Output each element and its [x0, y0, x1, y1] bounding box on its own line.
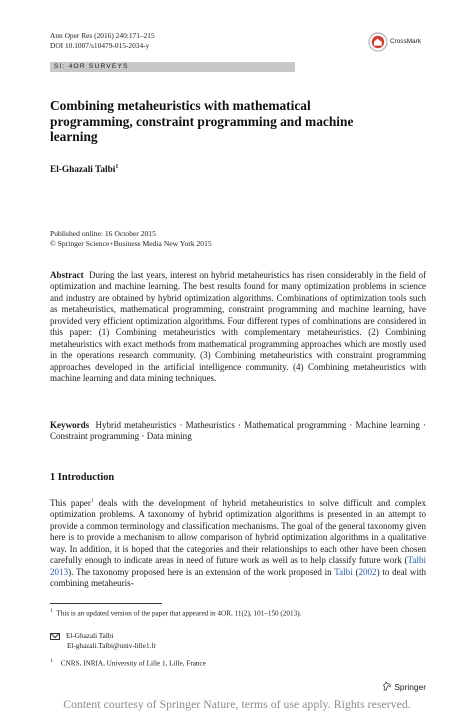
keywords: [50, 420, 426, 443]
intro-text: deals with the development of hybrid metaheuristics to solve difficult and complex optimization problems. A taxonomy of hybrid optimization algorithms is presented in an attempt to provide a common terminology and classification mechanisms. The goal of the general taxonomy given here is to provide a mechanism to allow comparison of hybrid optimization algorithms in a qualitative way. In addition, it is hoped that the categories and their relationships to each other have been chosen carefully enough to indicate areas in need of future work as well as to help classify future work (: [50, 498, 426, 566]
footnote-link[interactable]: 1: [90, 498, 94, 504]
affiliation: [50, 658, 206, 667]
journal-citation: Ann Oper Res (2016) 240:171–215: [50, 31, 155, 40]
citation-link-talbi-2013[interactable]: Talbi 2013: [50, 555, 426, 577]
section-banner: SI: 4OR SURVEYS: [50, 62, 295, 72]
courtesy-notice: Content courtesy of Springer Nature, terms of use apply. Rights reserved.: [63, 698, 411, 711]
author-affiliation-mark: 1: [115, 164, 119, 170]
intro-text: ) to deal with combining metaheuris-: [50, 566, 426, 589]
springer-horse-icon: [382, 681, 392, 691]
springer-wordmark: Springer: [394, 682, 426, 692]
abstract: [50, 270, 426, 385]
intro-text: This paper: [50, 498, 91, 509]
footnote-mark: 1: [50, 608, 53, 614]
affiliation-mark: 1: [50, 658, 53, 664]
journal-doi: DOI 10.1007/s10479-015-2034-y: [50, 41, 150, 50]
citation-link-talbi-2002[interactable]: 2002: [358, 566, 377, 577]
intro-text: ). The taxonomy proposed here is an extension of the work proposed in: [68, 566, 335, 577]
abstract-label: Abstract: [50, 270, 84, 280]
corresponding-author: [50, 632, 350, 651]
springer-logo: [382, 681, 426, 692]
author-name: El-Ghazali Talbi: [50, 165, 116, 176]
crossmark-badge[interactable]: [366, 30, 456, 56]
footnote-text: This is an updated version of the paper that appeared in 4OR, 11(2), 101–150 (2013).: [56, 609, 302, 618]
abstract-text: During the last years, interest on hybrid metaheuristics has risen considerably in the field of optimization and machine learning. The best results found for many optimization problems in science and industry are obtained by hybrid optimization algorithms. Combinations of optimization tools such as metaheuristics, mathematical programming, constraint programming and machine learning, have provided very efficient optimization algorithms. Four different types of combinations are considered in this paper: (1) Combining metaheuristics with complementary metaheuristics. (2) Combining metaheuristics with exact methods from mathematical programming approaches which are mostly used in the operations research community. (3) Combining metaheuristics with constraint programming approaches developed in the artificial intelligence community. (4) Combining metaheuristics with machine learning and data mining techniques.: [50, 270, 426, 384]
copyright-line: © Springer Science+Business Media New York 2015: [50, 239, 212, 248]
footnote-divider: [50, 603, 162, 604]
envelope-icon: [50, 633, 60, 641]
introduction-paragraph: [50, 496, 426, 590]
keywords-text: Hybrid metaheuristics · Matheuristics · Mathematical programming · Machine learning · Constraint programming · Data mining: [50, 420, 426, 442]
published-date: Published online: 16 October 2015: [50, 229, 156, 238]
keywords-label: Keywords: [50, 420, 90, 430]
crossmark-icon: [368, 32, 388, 52]
crossmark-label: CrossMark: [390, 38, 421, 45]
affiliation-text: CNRS, INRIA, University of Lille 1, Lille, France: [60, 659, 206, 668]
footnote: [50, 607, 426, 618]
citation-link-talbi-author[interactable]: Talbi: [334, 566, 353, 577]
author-line: [50, 164, 118, 175]
contact-name: El-Ghazali Talbi: [66, 632, 114, 640]
contact-email[interactable]: El-ghazali.Talbi@univ-lille1.fr: [67, 641, 157, 650]
intro-text: (: [352, 566, 359, 577]
paper-title: Combining metaheuristics with mathematical programming, constraint programming and machine learning: [50, 98, 354, 145]
section-heading-introduction: 1 Introduction: [50, 472, 115, 483]
